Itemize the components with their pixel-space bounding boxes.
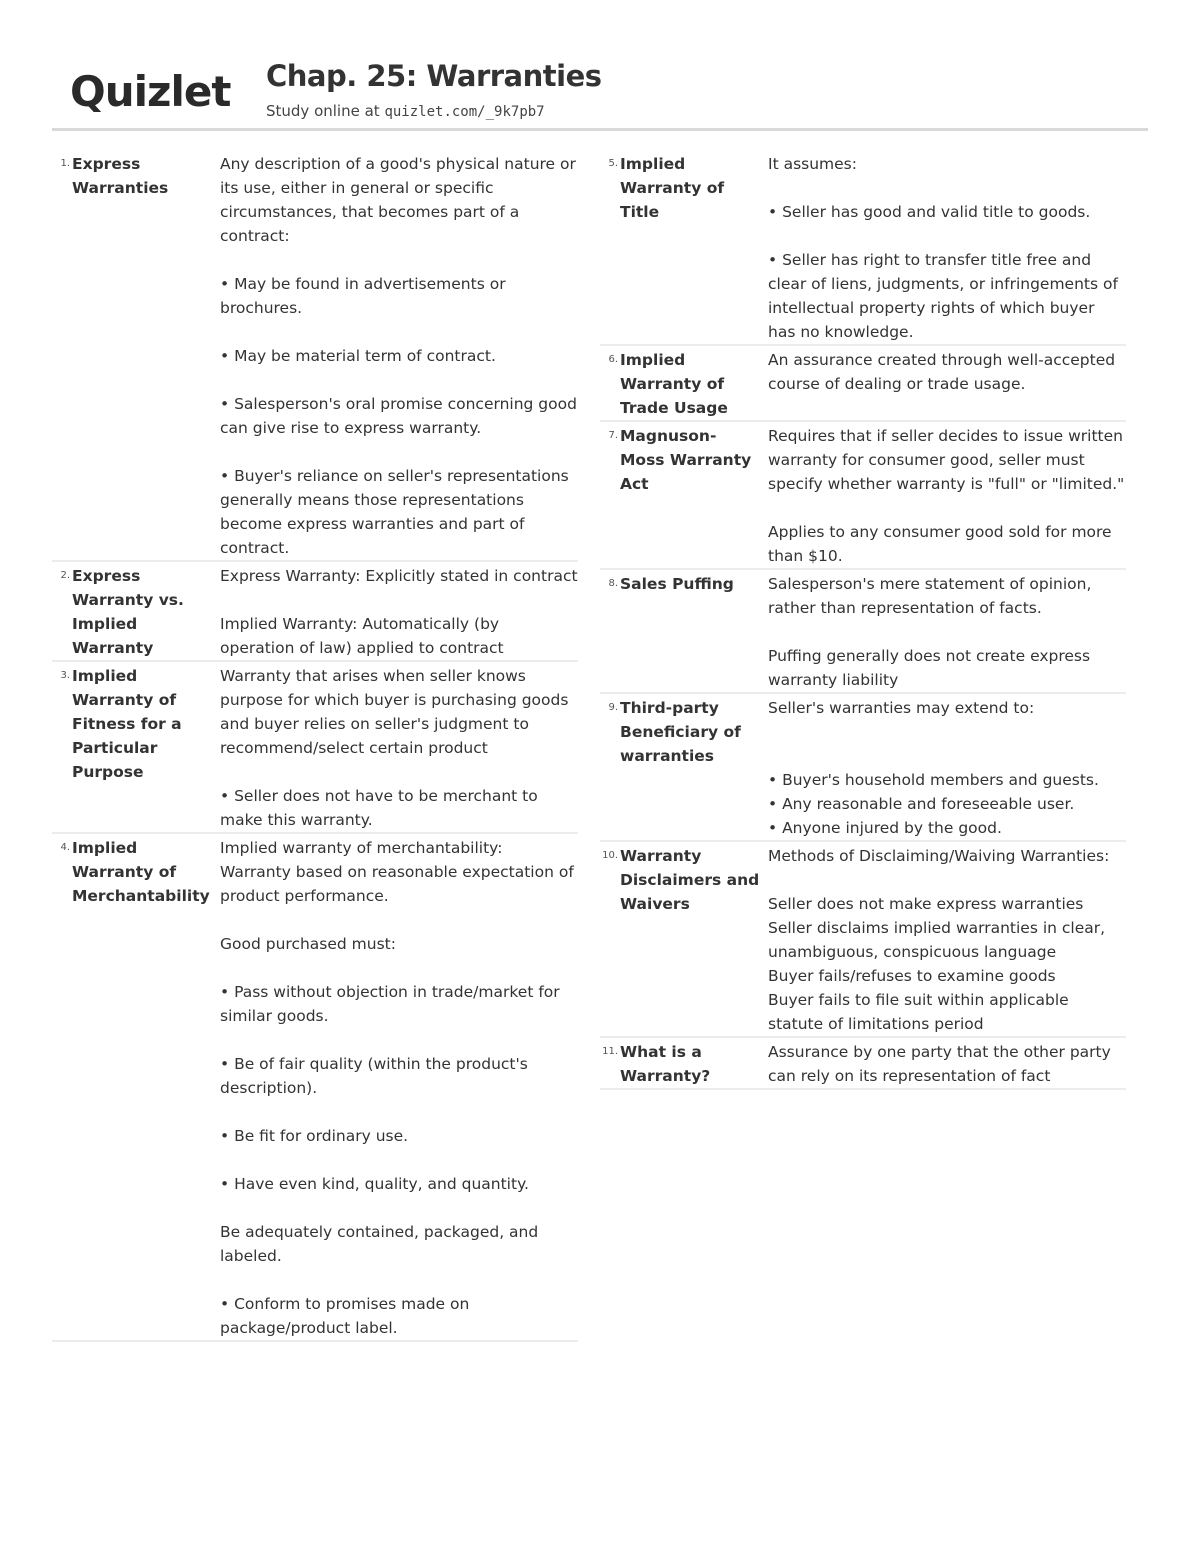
definition-spacer xyxy=(768,868,1126,892)
card-term: Third-party Beneficiary of warranties xyxy=(620,699,741,765)
flashcard-row xyxy=(600,1038,1126,1090)
card-term: Magnuson-Moss Warranty Act xyxy=(620,427,752,493)
left-column xyxy=(52,150,582,1342)
study-set-url[interactable]: quizlet.com/_9k7pb7 xyxy=(384,104,545,120)
card-term: Express Warranties xyxy=(72,155,169,197)
card-definition xyxy=(760,152,1126,344)
definition-line: Seller's warranties may extend to: xyxy=(768,699,1035,717)
definition-line: Salesperson's mere statement of opinion, rather than representation of facts. xyxy=(768,575,1097,617)
flashcard-row xyxy=(600,694,1126,842)
card-number: 7. xyxy=(608,430,618,441)
definition-spacer xyxy=(220,368,578,392)
definition-line: • Seller has right to transfer title free and clear of liens, judgments, or infringements of intellectual property rights of which buyer has no knowledge. xyxy=(768,251,1123,341)
definition-line: Implied Warranty: Automatically (by operation of law) applied to contract xyxy=(220,615,505,657)
definition-line: Assurance by one party that the other party can rely on its representation of fact xyxy=(768,1043,1116,1085)
definition-spacer xyxy=(220,908,578,932)
header-divider xyxy=(52,128,1148,131)
definition-spacer xyxy=(768,496,1126,520)
definition-line: • Buyer's household members and guests. xyxy=(768,771,1099,789)
definition-line: • Be fit for ordinary use. xyxy=(220,1127,409,1145)
definition-spacer xyxy=(768,176,1126,200)
card-definition xyxy=(760,1040,1126,1088)
definition-line: • Have even kind, quality, and quantity. xyxy=(220,1175,529,1193)
definition-spacer xyxy=(220,588,578,612)
definition-spacer xyxy=(220,1196,578,1220)
card-term: Sales Puffing xyxy=(620,575,734,593)
card-number: 4. xyxy=(60,842,70,853)
definition-spacer xyxy=(220,956,578,980)
flashcard-row xyxy=(52,562,578,662)
card-term: What is a Warranty? xyxy=(620,1043,711,1085)
definition-line: Any description of a good's physical nature or its use, either in general or specific circumstances, that becomes part of a contract: xyxy=(220,155,581,245)
definition-spacer xyxy=(768,720,1126,744)
study-online-line xyxy=(266,101,545,122)
flashcard-row xyxy=(600,422,1126,570)
definition-line: • Pass without objection in trade/market for similar goods. xyxy=(220,983,565,1025)
card-number: 6. xyxy=(608,354,618,365)
quizlet-logo[interactable]: Quizlet xyxy=(70,67,231,116)
card-definition xyxy=(760,348,1126,420)
definition-line: Good purchased must: xyxy=(220,935,396,953)
definition-line: Seller disclaims implied warranties in clear, unambiguous, conspicuous language xyxy=(768,919,1110,961)
definition-spacer xyxy=(768,620,1126,644)
card-definition xyxy=(212,152,582,560)
definition-line: It assumes: xyxy=(768,155,857,173)
card-number: 8. xyxy=(608,578,618,589)
flashcard-row xyxy=(600,570,1126,694)
page-title: Chap. 25: Warranties xyxy=(266,59,602,93)
card-term: Implied Warranty of Title xyxy=(620,155,725,221)
definition-line: • May be material term of contract. xyxy=(220,347,496,365)
definition-line: • Be of fair quality (within the product's description). xyxy=(220,1055,533,1097)
card-number: 5. xyxy=(608,158,618,169)
card-number: 11. xyxy=(602,1046,618,1057)
definition-spacer xyxy=(220,248,578,272)
definition-spacer xyxy=(220,1100,578,1124)
right-column xyxy=(600,150,1126,1090)
definition-line: • Conform to promises made on package/product label. xyxy=(220,1295,475,1337)
definition-line: Buyer fails to file suit within applicable statute of limitations period xyxy=(768,991,1074,1033)
definition-spacer xyxy=(768,224,1126,248)
definition-line: Be adequately contained, packaged, and labeled. xyxy=(220,1223,544,1265)
card-term: Implied Warranty of Merchantability xyxy=(72,839,210,905)
definition-line: Seller does not make express warranties xyxy=(768,895,1084,913)
card-definition xyxy=(212,564,578,660)
flashcard-row xyxy=(52,834,578,1342)
card-number: 3. xyxy=(60,670,70,681)
card-term: Implied Warranty of Fitness for a Particular Purpose xyxy=(72,667,182,781)
subtitle-prefix: Study online at xyxy=(266,102,385,120)
definition-line: Warranty that arises when seller knows purpose for which buyer is purchasing goods and buyer relies on seller's judgment to recommend/select certain product xyxy=(220,667,574,757)
definition-line: Applies to any consumer good sold for more than $10. xyxy=(768,523,1117,565)
definition-line: • Anyone injured by the good. xyxy=(768,819,1002,837)
definition-line: Puffing generally does not create express warranty liability xyxy=(768,647,1096,689)
flashcard-row xyxy=(600,346,1126,422)
definition-line: • Any reasonable and foreseeable user. xyxy=(768,795,1075,813)
card-term: Warranty Disclaimers and Waivers xyxy=(620,847,760,913)
definition-line: Requires that if seller decides to issue written warranty for consumer good, seller must specify whether warranty is "full" or "limited." xyxy=(768,427,1128,493)
card-number: 2. xyxy=(60,570,70,581)
definition-spacer xyxy=(220,1148,578,1172)
card-term: Implied Warranty of Trade Usage xyxy=(620,351,728,417)
card-definition xyxy=(212,836,578,1340)
definition-spacer xyxy=(220,1268,578,1292)
flashcard-row xyxy=(52,662,578,834)
definition-line: Buyer fails/refuses to examine goods xyxy=(768,967,1056,985)
definition-line: • May be found in advertisements or brochures. xyxy=(220,275,511,317)
card-definition xyxy=(760,844,1126,1036)
definition-line: Methods of Disclaiming/Waiving Warranties: xyxy=(768,847,1110,865)
card-term: Express Warranty vs. Implied Warranty xyxy=(72,567,184,657)
card-definition xyxy=(760,572,1126,692)
page-header xyxy=(52,55,1148,131)
card-definition xyxy=(760,696,1126,840)
definition-line: Express Warranty: Explicitly stated in contract xyxy=(220,567,578,585)
flashcard-row xyxy=(600,150,1126,346)
definition-line: • Salesperson's oral promise concerning good can give rise to express warranty. xyxy=(220,395,582,437)
definition-line: • Seller does not have to be merchant to make this warranty. xyxy=(220,787,543,829)
definition-spacer xyxy=(220,760,578,784)
card-number: 10. xyxy=(602,850,618,861)
definition-spacer xyxy=(220,440,578,464)
definition-line: • Seller has good and valid title to goods. xyxy=(768,203,1091,221)
definition-spacer xyxy=(220,320,578,344)
flashcard-row xyxy=(52,150,582,562)
definition-spacer xyxy=(220,1028,578,1052)
card-definition xyxy=(760,424,1126,568)
card-number: 9. xyxy=(608,702,618,713)
definition-line: • Buyer's reliance on seller's representations generally means those representations become express warranties and part of contract. xyxy=(220,467,574,557)
card-number: 1. xyxy=(60,158,70,169)
flashcard-row xyxy=(600,842,1126,1038)
card-definition xyxy=(212,664,578,832)
definition-line: An assurance created through well-accepted course of dealing or trade usage. xyxy=(768,351,1121,393)
definition-line: Implied warranty of merchantability: Warranty based on reasonable expectation of product performance. xyxy=(220,839,579,905)
definition-spacer xyxy=(768,744,1126,768)
